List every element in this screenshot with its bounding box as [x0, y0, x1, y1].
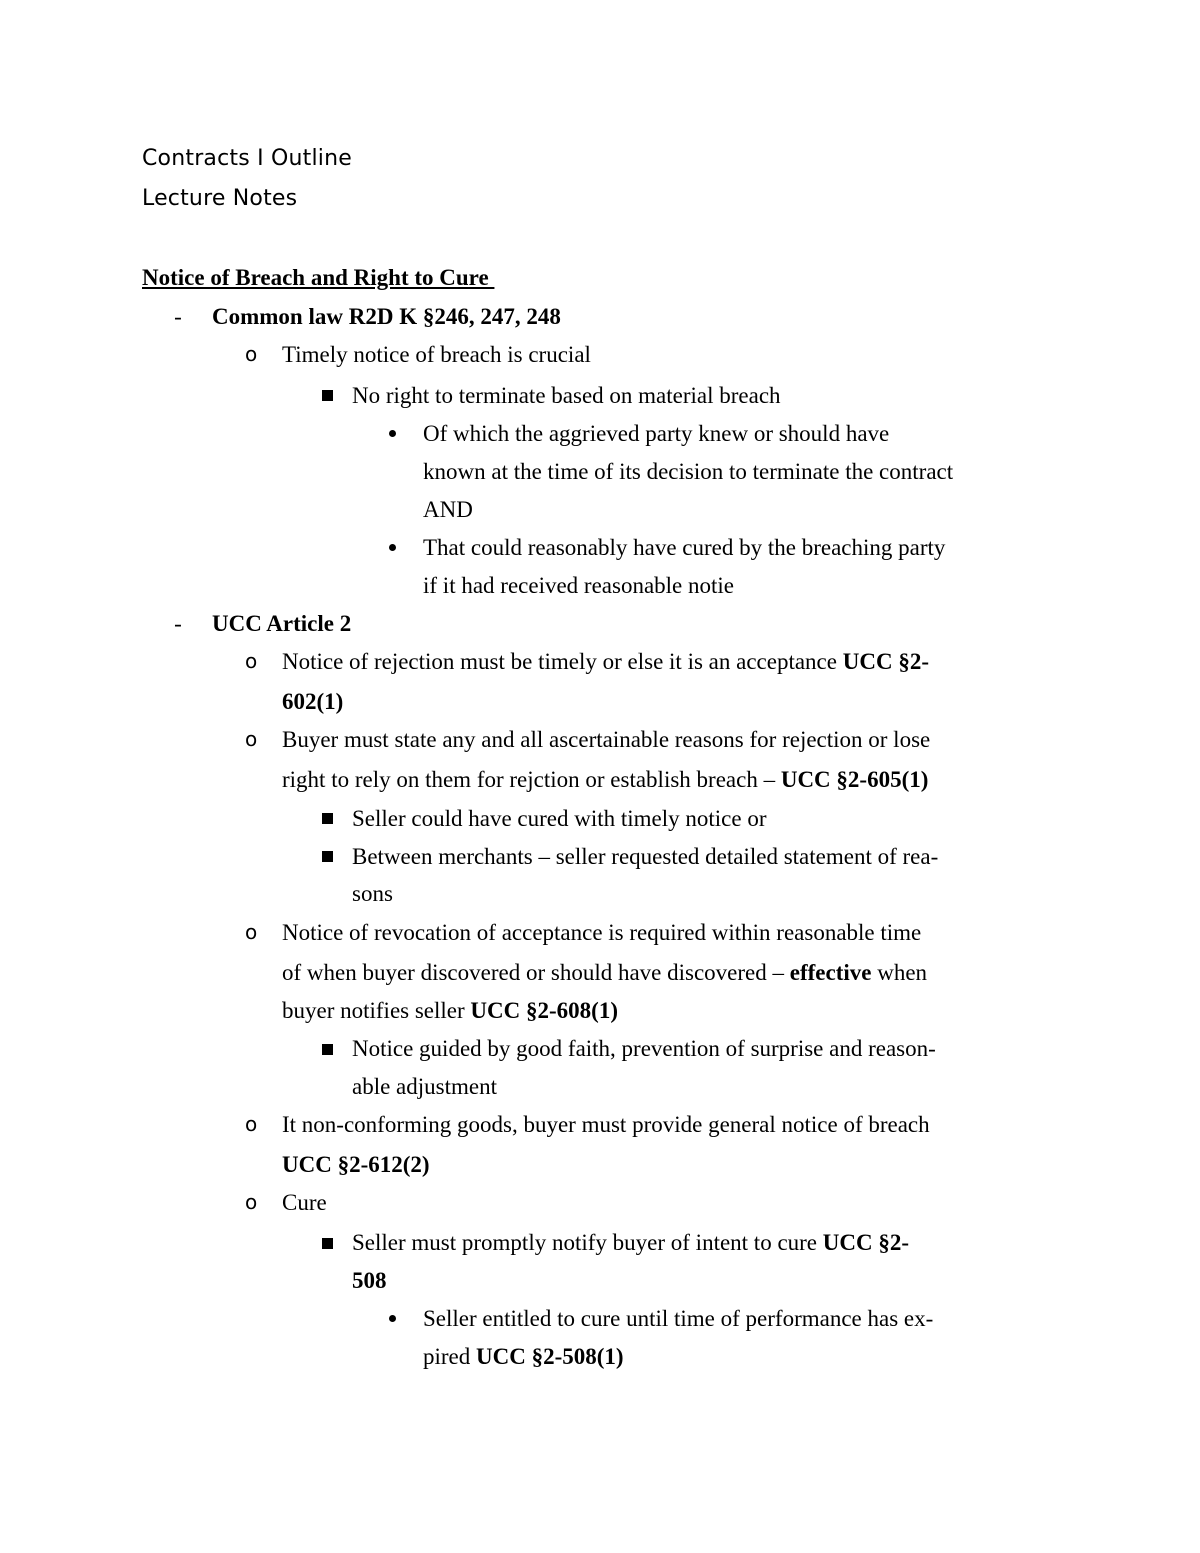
- square-bullet: [322, 1044, 333, 1055]
- square-bullet: [322, 851, 333, 862]
- notify-text: Seller must promptly notify buyer of intent to cure: [352, 1230, 823, 1255]
- nonconforming-line-1: It non-conforming goods, buyer must provide general notice of breach: [282, 1112, 930, 1137]
- rejection-citation: UCC §2-: [842, 649, 929, 674]
- no-right-item: No right to terminate based on material breach: [352, 383, 781, 408]
- knew-line-3: AND: [423, 497, 473, 522]
- notify-line-1: [352, 1229, 909, 1257]
- entitled-citation: UCC §2-508(1): [476, 1344, 624, 1369]
- rejection-line-2: [282, 688, 343, 716]
- knew-line-1: Of which the aggrieved party knew or should have: [423, 421, 890, 446]
- buyer-line-2: [282, 766, 928, 794]
- common-law-label: Common law R2D K §246, 247, 248: [212, 304, 561, 329]
- cured-line-2: if it had received reasonable notie: [423, 573, 734, 598]
- revocation-text-3: buyer notifies seller: [282, 998, 471, 1023]
- circle-bullet: o: [245, 727, 258, 751]
- merchants-line-1: Between merchants – seller requested detailed statement of rea-: [352, 844, 939, 869]
- section-heading: Notice of Breach and Right to Cure: [142, 265, 495, 290]
- document-title: Contracts I Outline: [142, 146, 352, 171]
- entitled-line-2: [423, 1343, 624, 1371]
- good-faith-line-1: Notice guided by good faith, prevention of surprise and reason-: [352, 1036, 936, 1061]
- revocation-line-3: [282, 997, 618, 1025]
- revocation-line-2: [282, 959, 927, 987]
- notify-citation: UCC §2-: [822, 1230, 910, 1255]
- circle-bullet: o: [245, 649, 258, 673]
- entitled-line-1: Seller entitled to cure until time of performance has ex-: [423, 1306, 934, 1331]
- rejection-text: Notice of rejection must be timely or else it is an acceptance: [282, 649, 843, 674]
- ucc-label: UCC Article 2: [212, 611, 352, 636]
- dash-bullet: -: [174, 304, 182, 329]
- good-faith-line-2: able adjustment: [352, 1074, 497, 1099]
- dash-bullet: -: [174, 611, 182, 636]
- dot-bullet: [389, 544, 396, 551]
- dot-bullet: [389, 430, 396, 437]
- buyer-text: right to rely on them for rejction or establish breach –: [282, 767, 781, 792]
- cured-line-1: That could reasonably have cured by the breaching party: [423, 535, 946, 560]
- document-subtitle: Lecture Notes: [142, 186, 298, 211]
- revocation-text: of when buyer discovered or should have discovered –: [282, 960, 790, 985]
- circle-bullet: o: [245, 920, 258, 944]
- dot-bullet: [389, 1315, 396, 1322]
- circle-bullet: o: [245, 1190, 258, 1214]
- revocation-citation: UCC §2-608(1): [470, 998, 618, 1023]
- nonconforming-line-2: [282, 1151, 430, 1179]
- circle-bullet: o: [245, 1112, 258, 1136]
- knew-line-2: known at the time of its decision to terminate the contract: [423, 459, 954, 484]
- cure-label: Cure: [282, 1190, 327, 1215]
- buyer-citation: UCC §2-605(1): [780, 767, 929, 792]
- seller-cured-item: Seller could have cured with timely notice or: [352, 806, 767, 831]
- notify-line-2: [352, 1267, 387, 1295]
- entitled-text: pired: [423, 1344, 477, 1369]
- revocation-tail: when: [871, 960, 928, 985]
- notify-citation-cont: 508: [352, 1268, 387, 1293]
- square-bullet: [322, 1238, 333, 1249]
- buyer-line-1: Buyer must state any and all ascertainable reasons for rejection or lose: [282, 727, 931, 752]
- revocation-line-1: Notice of revocation of acceptance is required within reasonable time: [282, 920, 922, 945]
- effective-emphasis: effective: [789, 960, 872, 985]
- merchants-line-2: sons: [352, 881, 393, 906]
- rejection-line-1: [282, 648, 929, 676]
- timely-notice-item: Timely notice of breach is crucial: [282, 342, 591, 367]
- circle-bullet: o: [245, 342, 258, 366]
- square-bullet: [322, 813, 333, 824]
- square-bullet: [322, 390, 333, 401]
- nonconforming-citation: UCC §2-612(2): [282, 1152, 430, 1177]
- rejection-citation-cont: 602(1): [282, 689, 344, 714]
